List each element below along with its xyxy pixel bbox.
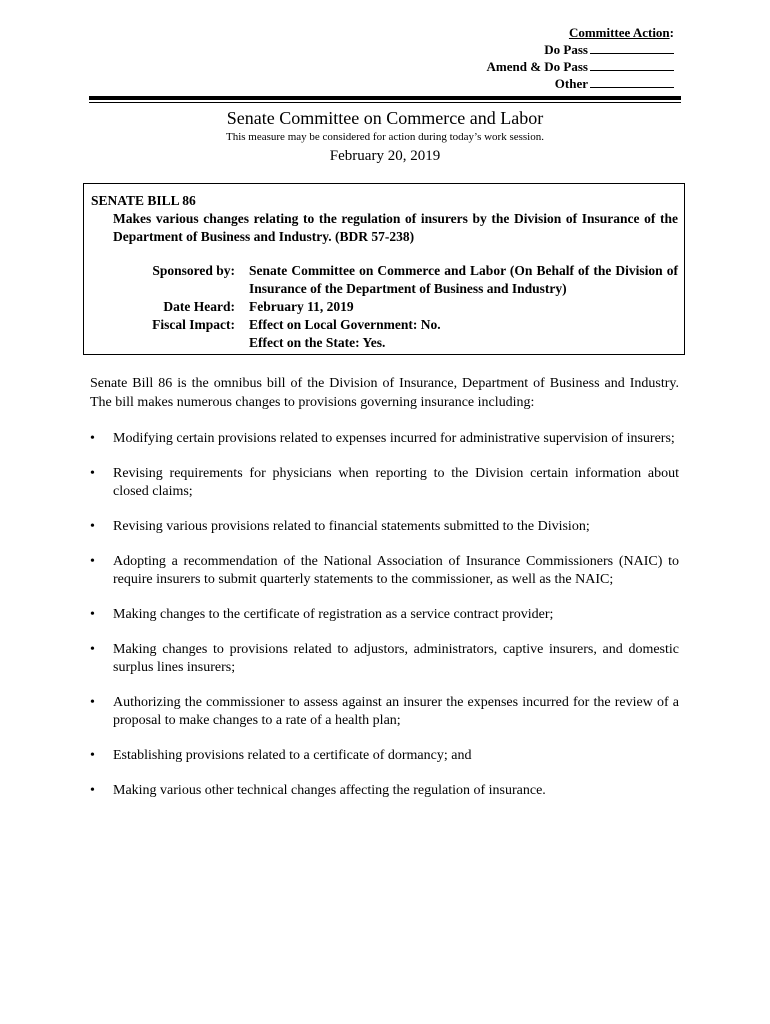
date-heard-label: Date Heard: <box>163 299 235 314</box>
amend-do-pass-blank <box>590 59 674 71</box>
other-line: Other <box>487 75 674 92</box>
bill-info-box <box>83 183 685 355</box>
bullet-icon: • <box>90 607 95 622</box>
bullet-icon: • <box>90 431 95 446</box>
list-item: • Revising requirements for physicians when reporting to the Division certain information about closed claims; <box>90 466 679 499</box>
list-item: • Revising various provisions related to financial statements submitted to the Division; <box>90 519 590 534</box>
amend-do-pass-line: Amend & Do Pass <box>487 58 674 75</box>
fiscal-state-value: Effect on the State: Yes. <box>249 335 386 350</box>
fiscal-impact-label: Fiscal Impact: <box>152 317 235 332</box>
bullet-icon: • <box>90 466 95 481</box>
provisions-list <box>90 430 679 817</box>
list-item: • Modifying certain provisions related to expenses incurred for administrative supervision of insurers; <box>90 431 675 446</box>
list-item: • Making changes to the certificate of registration as a service contract provider; <box>90 607 554 622</box>
sponsored-by-value: Senate Committee on Commerce and Labor (On Behalf of the Division of Insurance of the Department of Business and Industry) <box>249 263 678 296</box>
committee-action-header: Committee Action: <box>568 25 674 40</box>
date-heard-value: February 11, 2019 <box>249 299 354 314</box>
list-item: • Authorizing the commissioner to assess against an insurer the expenses incurred for the review of a proposal to make changes to a rate of a health plan; <box>90 695 679 728</box>
bill-details <box>91 262 678 352</box>
other-blank <box>590 76 674 88</box>
list-item: • Making changes to provisions related to adjustors, administrators, captive insurers, and domestic surplus lines insurers; <box>90 642 679 675</box>
committee-name: Senate Committee on Commerce and Labor <box>226 108 544 128</box>
header-rule-thick <box>89 96 681 100</box>
bullet-icon: • <box>90 748 95 763</box>
do-pass-blank <box>590 42 674 54</box>
bullet-icon: • <box>90 783 95 798</box>
bullet-icon: • <box>90 554 95 569</box>
meeting-date: February 20, 2019 <box>329 148 441 164</box>
list-item: • Establishing provisions related to a certificate of dormancy; and <box>90 748 472 763</box>
bullet-icon: • <box>90 519 95 534</box>
sponsored-by-label: Sponsored by: <box>152 263 235 278</box>
do-pass-line: Do Pass <box>487 41 674 58</box>
bullet-icon: • <box>90 642 95 657</box>
list-item: • Adopting a recommendation of the National Association of Insurance Commissioners (NAIC) to require insurers to submit quarterly statements to the commissioner, as well as the NAIC; <box>90 554 679 587</box>
measure-note: This measure may be considered for action during today’s work session. <box>225 131 544 143</box>
list-item: • Making various other technical changes affecting the regulation of insurance. <box>90 783 546 798</box>
fiscal-spacer <box>91 334 235 352</box>
bill-description: Makes various changes relating to the regulation of insurers by the Division of Insurance of the Department of Business and Industry. (BDR 57-238) <box>113 211 678 244</box>
committee-action-block <box>487 24 674 92</box>
bill-title: SENATE BILL 86 <box>91 193 196 208</box>
bill-summary: Senate Bill 86 is the omnibus bill of the Division of Insurance, Department of Business and Industry. The bill makes numerous changes to provisions governing insurance including: <box>90 376 679 410</box>
fiscal-local-value: Effect on Local Government: No. <box>249 317 441 332</box>
header-rule-thin <box>89 102 681 103</box>
bullet-icon: • <box>90 695 95 710</box>
